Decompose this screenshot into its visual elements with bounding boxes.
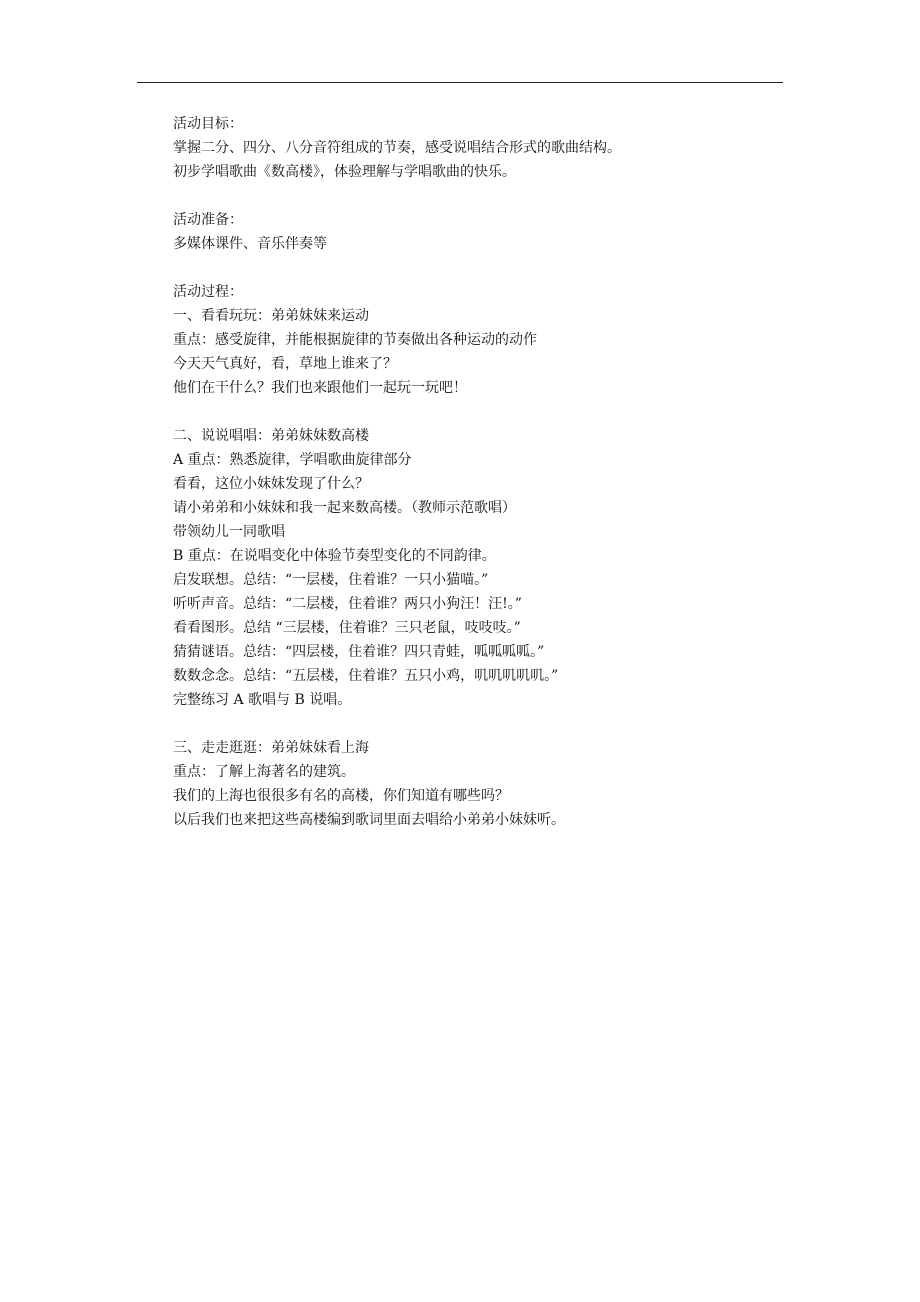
paragraph-gap <box>173 712 793 736</box>
section3-line: 我们的上海也很很多有名的高楼，你们知道有哪些吗？ <box>173 788 509 804</box>
section2-line: A 重点：熟悉旋律，学唱歌曲旋律部分 <box>173 452 412 468</box>
paragraph-gap <box>173 256 793 280</box>
paragraph-gap <box>173 400 793 424</box>
goals-item: 初步学唱歌曲《数高楼》，体验理解与学唱歌曲的快乐。 <box>173 164 516 180</box>
paragraph-gap <box>173 184 793 208</box>
header-rule <box>137 82 783 83</box>
section3-line: 以后我们也来把这些高楼编到歌词里面去唱给小弟弟小妹妹听。 <box>173 812 565 828</box>
section1-line: 重点：感受旋律，并能根据旋律的节奏做出各种运动的动作 <box>173 332 537 348</box>
section2-line: 数数念念。总结：“五层楼，住着谁？五只小鸡，叽叽叽叽叽。” <box>173 668 559 684</box>
goals-item: 掌握二分、四分、八分音符组成的节奏，感受说唱结合形式的歌曲结构。 <box>173 140 621 156</box>
section3-line: 重点：了解上海著名的建筑。 <box>173 764 355 780</box>
section2-line: 请小弟弟和小妹妹和我一起来数高楼。（教师示范歌唱） <box>173 500 516 516</box>
section2-line: 看看，这位小妹妹发现了什么？ <box>173 476 369 492</box>
preparation-heading: 活动准备： <box>173 212 243 228</box>
preparation-item: 多媒体课件、音乐伴奏等 <box>173 236 327 252</box>
section2-line: 看看图形。总结 “三层楼，住着谁？三只老鼠，吱吱吱。” <box>173 620 521 636</box>
section1-title: 一、看看玩玩：弟弟妹妹来运动 <box>173 308 369 324</box>
process-heading: 活动过程： <box>173 284 243 300</box>
section2-line: 启发联想。总结：“一层楼，住着谁？一只小猫喵。” <box>173 572 489 588</box>
section3-title: 三、走走逛逛：弟弟妹妹看上海 <box>173 740 369 756</box>
section2-line: B 重点：在说唱变化中体验节奏型变化的不同韵律。 <box>173 548 496 564</box>
section2-line: 完整练习 A 歌唱与 B 说唱。 <box>173 692 352 708</box>
goals-heading: 活动目标： <box>173 116 243 132</box>
section2-line: 听听声音。总结：“二层楼，住着谁？两只小狗汪！汪!。” <box>173 596 522 612</box>
section1-line: 他们在干什么？我们也来跟他们一起玩一玩吧！ <box>173 380 467 396</box>
document-body <box>173 112 793 832</box>
section2-line: 猜猜谜语。总结：“四层楼，住着谁？四只青蛙，呱呱呱呱。” <box>173 644 545 660</box>
section1-line: 今天天气真好，看，草地上谁来了？ <box>173 356 397 372</box>
section2-line: 带领幼儿一同歌唱 <box>173 524 285 540</box>
section2-title: 二、说说唱唱：弟弟妹妹数高楼 <box>173 428 369 444</box>
